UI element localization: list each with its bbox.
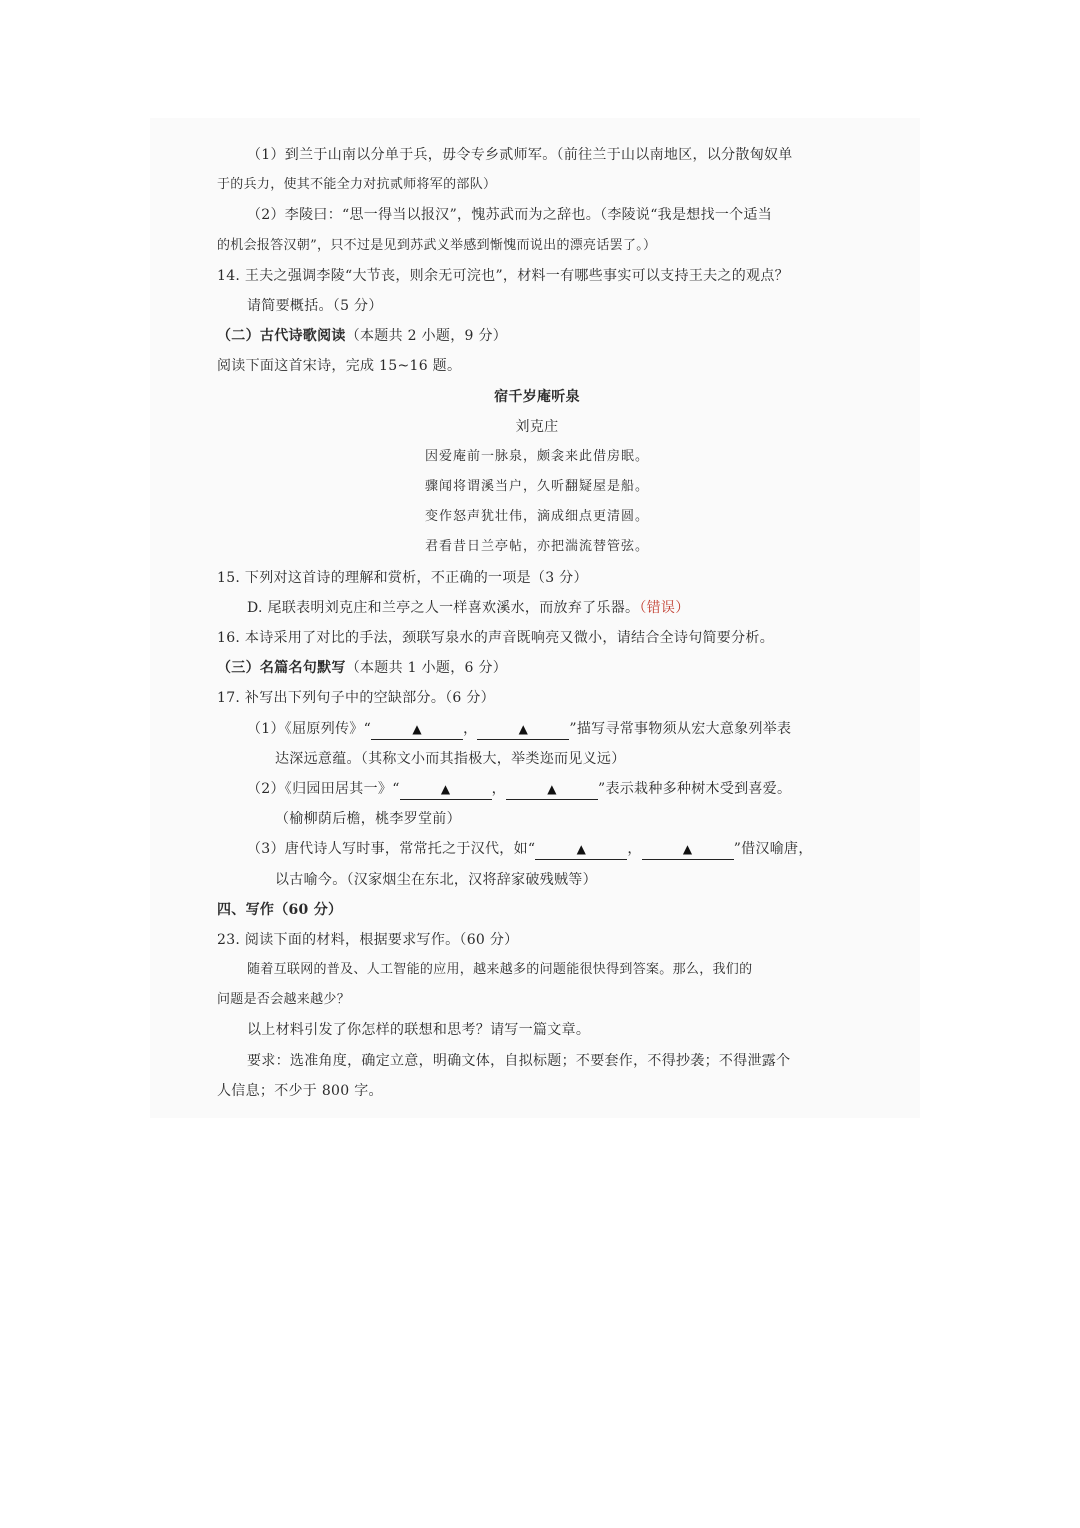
translation-2-line2: 的机会报答汉朝”，只不过是见到苏武义举感到惭愧而说出的漂亮话罢了。） (217, 237, 657, 253)
section-2-note: （本题共 2 小题，9 分） (345, 328, 508, 345)
question-17-item-3-note: 以古喻今。（汉家烟尘在东北，汉将辞家破残贼等） (275, 871, 597, 888)
fill-blank[interactable] (477, 719, 569, 740)
item-3-prefix: （3）唐代诗人写时事，常常托之于汉代，如“ (247, 841, 536, 858)
question-23-requirements-line1: 要求：选准角度，确定立意，明确文体，自拟标题；不要套作，不得抄袭；不得泄露个 (247, 1052, 791, 1069)
question-17-stem: 17. 补写出下列句子中的空缺部分。（6 分） (217, 690, 495, 707)
section-3-note: （本题共 1 小题，6 分） (345, 660, 508, 677)
translation-1-line1: （1）到兰于山南以分单于兵，毋令专乡贰师军。（前往兰于山以南地区，以分散匈奴单 (247, 147, 793, 163)
poem-line-2: 骤闻将谓溪当户，久听翻疑屋是船。 (424, 479, 649, 495)
fill-blank[interactable] (400, 779, 492, 800)
error-mark: （错误） (639, 599, 690, 616)
poem-line-1: 因爱庵前一脉泉，颇衾来此借房眠。 (424, 448, 649, 464)
question-17-item-3: （3）唐代诗人写时事，常常托之于汉代，如“ ▲ ， ▲ ”借汉喻唐， (217, 834, 857, 864)
triangle-icon: ▲ (518, 721, 529, 736)
item-1-suffix: ”描写寻常事物须从宏大意象列举表 (569, 720, 792, 737)
item-2-suffix: ”表示栽种多种树木受到喜爱。 (597, 780, 792, 797)
section-3-heading: （三）名篇名句默写 (217, 660, 346, 677)
item-3-suffix: ”借汉喻唐， (733, 841, 813, 858)
fill-blank[interactable] (506, 779, 598, 800)
question-23-prompt: 以上材料引发了你怎样的联想和思考？请写一篇文章。 (247, 1022, 591, 1039)
question-23-stem: 23. 阅读下面的材料，根据要求写作。（60 分） (217, 931, 519, 948)
translation-1-line2: 于的兵力，使其不能全力对抗贰师将军的部队） (217, 177, 497, 193)
fill-blank[interactable] (535, 839, 627, 860)
question-23-material-line1: 随着互联网的普及、人工智能的应用，越来越多的问题能很快得到答案。那么，我们的 (247, 962, 753, 978)
question-17-item-2-note: （榆柳荫后檐，桃李罗堂前） (275, 811, 461, 828)
item-1-prefix: （1）《屈原列传》“ (247, 720, 372, 737)
fill-blank[interactable] (371, 719, 463, 740)
triangle-icon: ▲ (576, 842, 587, 857)
question-23-requirements-line2: 人信息；不少于 800 字。 (217, 1082, 383, 1099)
question-17-item-1-note: 达深远意蕴。（其称文小而其指极大，举类迩而见义远） (275, 750, 626, 767)
option-d-text: D. 尾联表明刘克庄和兰亭之人一样喜欢溪水，而放弃了乐器。 (247, 599, 640, 616)
question-17-item-2: （2）《归园田居其一》“ ▲ ， ▲ ”表示栽种多种树木受到喜爱。 (217, 774, 857, 804)
question-15-option-d (217, 593, 857, 623)
exam-page (217, 140, 857, 1106)
item-2-prefix: （2）《归园田居其一》“ (247, 780, 400, 797)
section-2-heading: （二）古代诗歌阅读 (217, 328, 346, 345)
section-2-intro: 阅读下面这首宋诗，完成 15~16 题。 (217, 358, 462, 375)
section-3-header (217, 653, 857, 683)
question-23-material-line2: 问题是否会越来越少？ (217, 992, 351, 1008)
question-14-line2: 请简要概括。（5 分） (247, 297, 383, 314)
poem-line-4: 君看昔日兰亭帖，亦把湍流替管弦。 (424, 539, 649, 555)
section-4-heading: 四、写作（60 分） (217, 901, 343, 918)
question-16-stem: 16. 本诗采用了对比的手法，颈联写泉水的声音既响亮又微小，请结合全诗句简要分析。 (217, 630, 775, 646)
triangle-icon: ▲ (682, 842, 693, 857)
translation-2-line1: （2）李陵曰：“思一得当以报汉”，愧苏武而为之辞也。（李陵说“我是想找一个适当 (247, 207, 773, 224)
poem-author: 刘克庄 (515, 418, 559, 435)
question-14-line1: 14. 王夫之强调李陵“大节丧，则余无可浣也”，材料一有哪些事实可以支持王夫之的观点？ (217, 267, 789, 284)
question-15-stem: 15. 下列对这首诗的理解和赏析，不正确的一项是（3 分） (217, 569, 588, 586)
triangle-icon: ▲ (412, 721, 422, 736)
poem-title: 宿千岁庵听泉 (494, 388, 580, 405)
triangle-icon: ▲ (547, 781, 557, 796)
question-17-item-1: （1）《屈原列传》“ ▲ ， ▲ ”描写寻常事物须从宏大意象列举表 (217, 714, 857, 744)
fill-blank[interactable] (642, 839, 734, 860)
section-2-header (217, 321, 857, 351)
triangle-icon: ▲ (440, 781, 451, 796)
poem-line-3: 变作怒声犹壮伟，滴成细点更清圆。 (424, 509, 649, 525)
